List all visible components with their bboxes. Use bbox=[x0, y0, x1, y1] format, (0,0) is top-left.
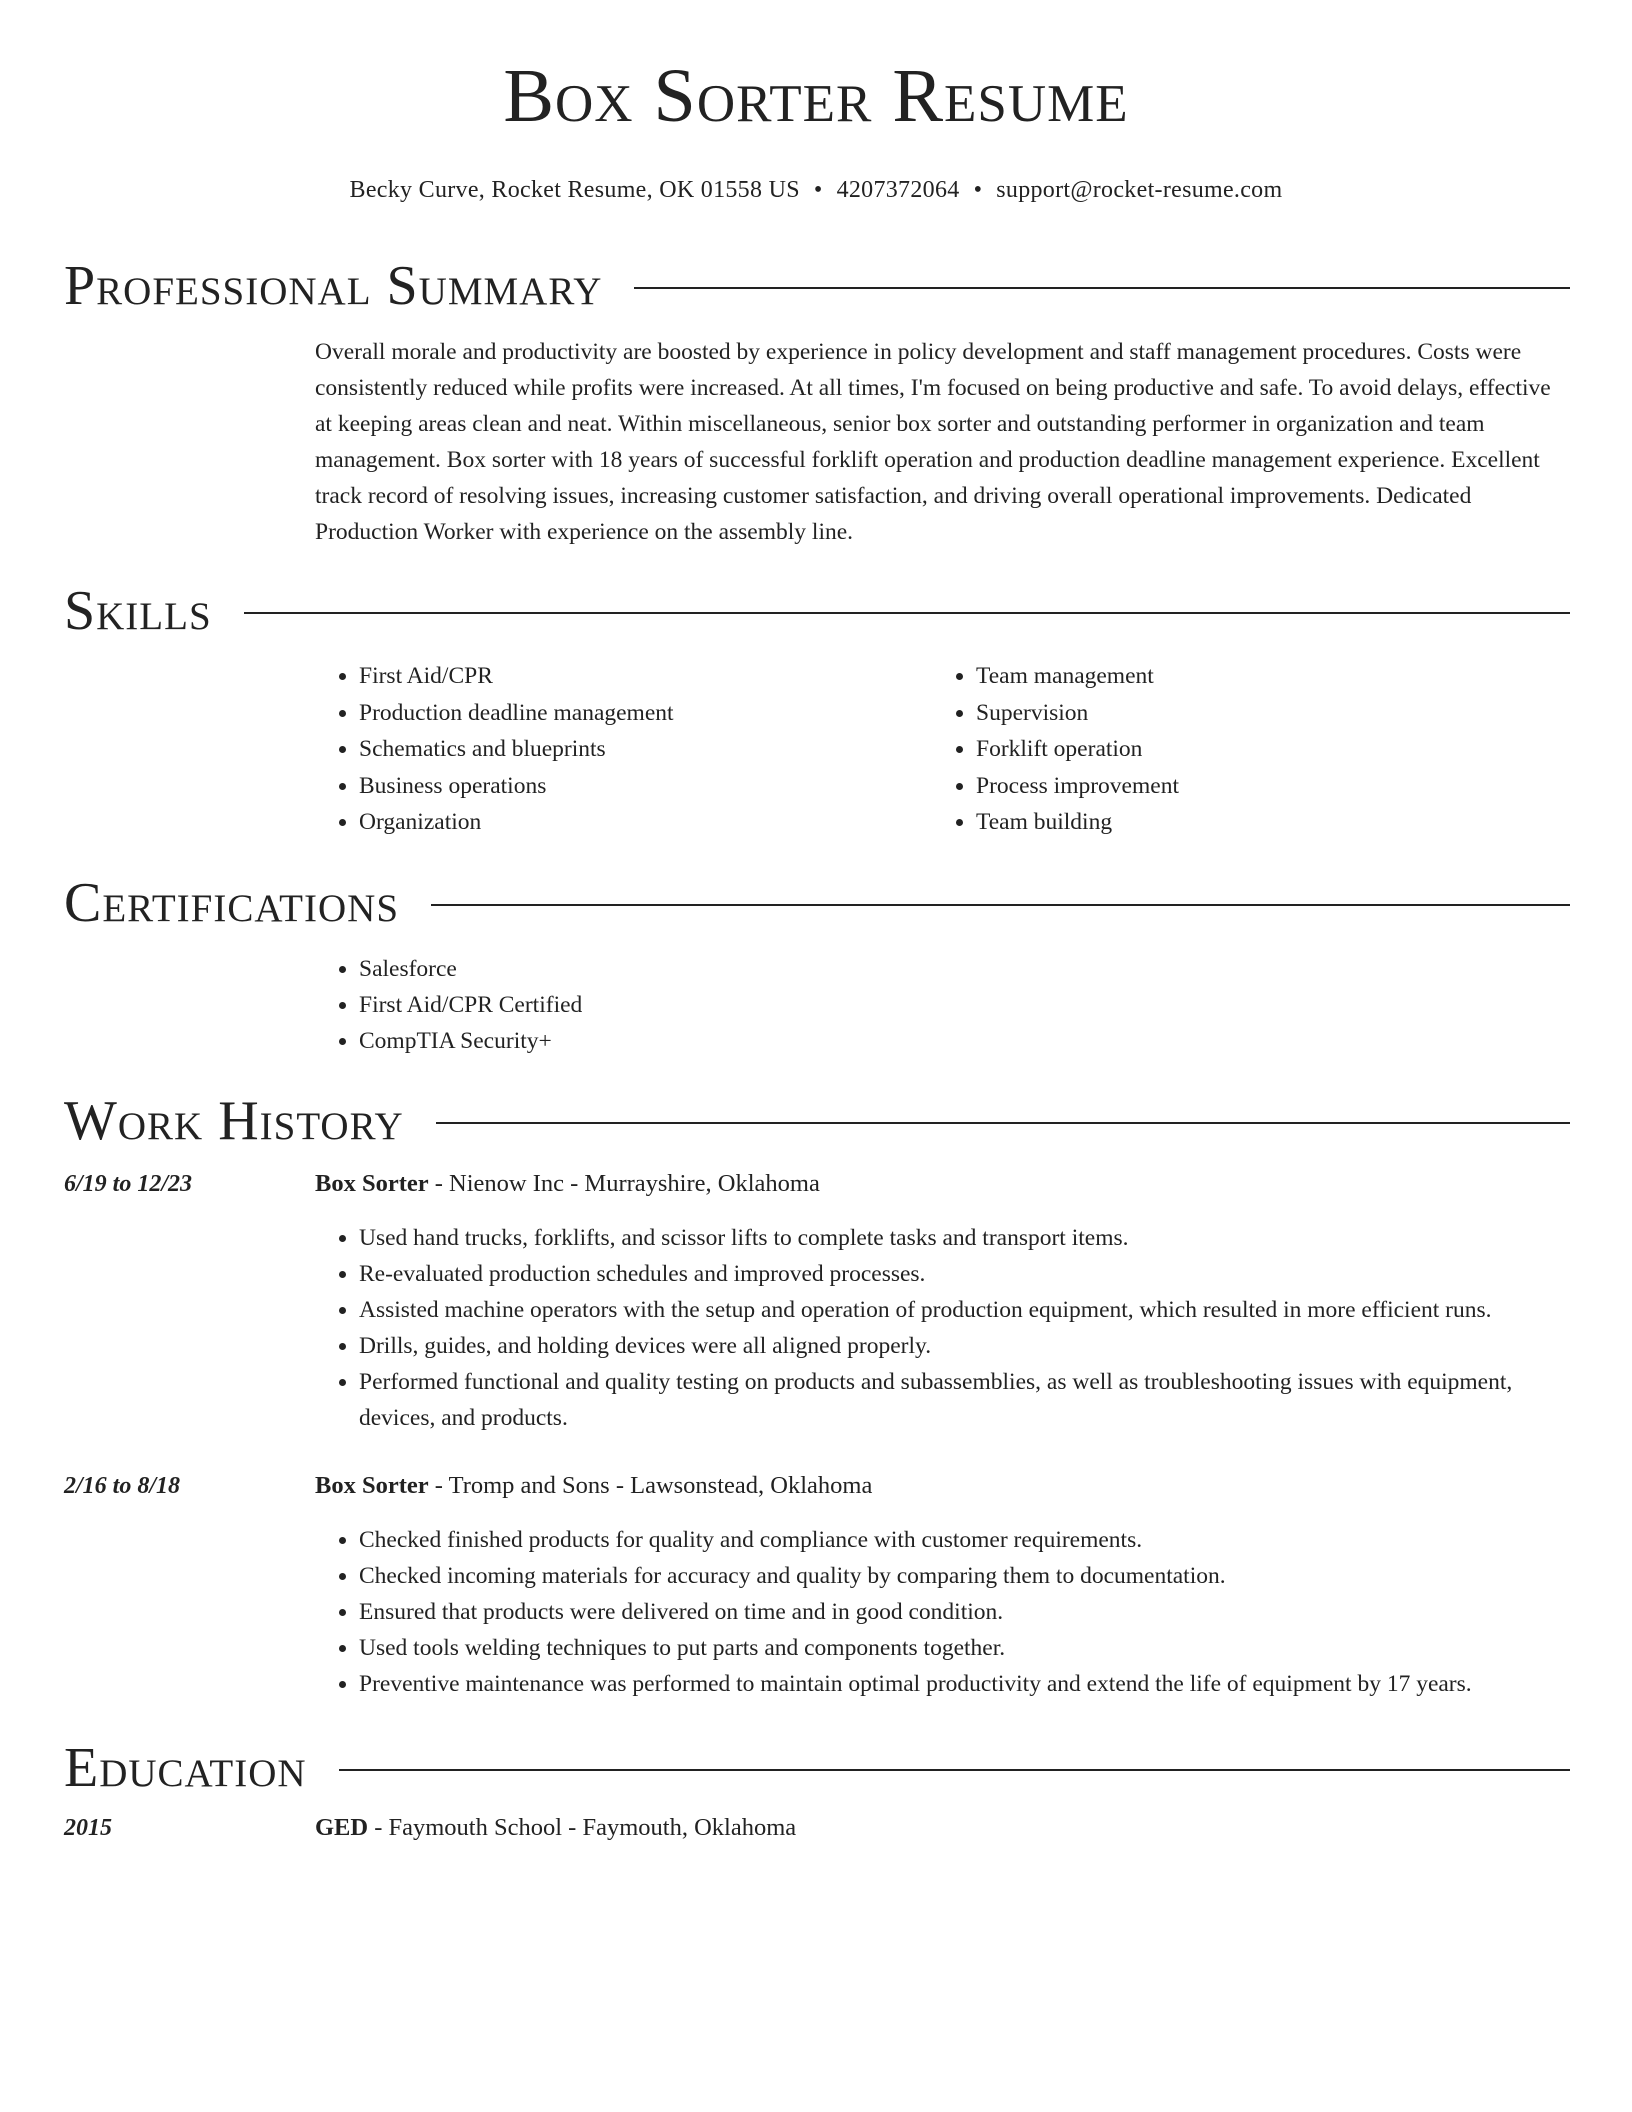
skill-item: • Supervision bbox=[976, 695, 1549, 732]
certifications-list bbox=[315, 951, 1570, 1059]
education-degree: GED bbox=[315, 1814, 369, 1841]
skill-item: • Team management bbox=[976, 658, 1549, 695]
summary-text: Overall morale and productivity are boosted by experience in policy development and staff management procedures. Costs were consistently reduced while profits were increased. At all times, I'm focused on being productive and safe. To avoid delays, effective at keeping areas clean and neat. Within miscellaneous, senior box sorter and outstanding performer in organization and team management. Box sorter with 18 years of successful forklift operation and production deadline management experience. Excellent track record of resolving issues, increasing customer satisfaction, and driving overall operational improvements. Dedicated Production Worker with experience on the assembly line. bbox=[315, 339, 1551, 545]
certifications-heading: Certifications bbox=[64, 872, 400, 934]
job-bullets bbox=[315, 1220, 1570, 1436]
education-title bbox=[315, 1810, 796, 1846]
job-role: Box Sorter bbox=[315, 1170, 429, 1197]
skill-item: • Team building bbox=[976, 804, 1549, 841]
job-bullet: • Used hand trucks, forklifts, and scissor lifts to complete tasks and transport items. bbox=[359, 1220, 1570, 1256]
skills-list bbox=[315, 658, 1570, 841]
job-bullet: • Checked incoming materials for accuracy and quality by comparing them to documentation. bbox=[359, 1558, 1570, 1594]
certification-item: • First Aid/CPR Certified bbox=[359, 987, 1570, 1023]
skill-item: • First Aid/CPR bbox=[359, 658, 932, 695]
job-bullet: • Performed functional and quality testing on products and subassemblies, as well as troubleshooting issues with equipment, devices, and products. bbox=[359, 1364, 1570, 1436]
job-bullet: • Re-evaluated production schedules and improved processes. bbox=[359, 1256, 1570, 1292]
skills-heading: Skills bbox=[64, 580, 212, 642]
job-bullet: • Assisted machine operators with the setup and operation of production equipment, which resulted in more efficient runs. bbox=[359, 1292, 1570, 1328]
job-role: Box Sorter bbox=[315, 1472, 429, 1499]
skills-section-header bbox=[64, 580, 1570, 642]
education-heading: Education bbox=[64, 1737, 307, 1799]
job-bullet: • Drills, guides, and holding devices were all aligned properly. bbox=[359, 1328, 1570, 1364]
job-bullet: • Ensured that products were delivered on time and in good condition. bbox=[359, 1594, 1570, 1630]
job-employer: - Tromp and Sons - Lawsonstead, Oklahoma bbox=[428, 1472, 873, 1499]
job-employer: - Nienow Inc - Murrayshire, Oklahoma bbox=[428, 1170, 820, 1197]
skill-item: • Business operations bbox=[359, 768, 932, 805]
skill-item: • Production deadline management bbox=[359, 695, 932, 732]
section-divider bbox=[634, 287, 1570, 289]
section-divider bbox=[436, 1122, 1570, 1124]
skills-column-right bbox=[932, 658, 1549, 841]
skill-item: • Schematics and blueprints bbox=[359, 731, 932, 768]
skill-item: • Organization bbox=[359, 804, 932, 841]
contact-separator: • bbox=[813, 177, 823, 203]
work-history-heading: Work History bbox=[64, 1090, 404, 1152]
job-dates: 2/16 to 8/18 bbox=[64, 1473, 181, 1499]
job-bullet: • Preventive maintenance was performed to maintain optimal productivity and extend the life of equipment by 17 years. bbox=[359, 1666, 1570, 1702]
summary-heading: Professional Summary bbox=[64, 255, 603, 317]
summary-section-header bbox=[64, 255, 1570, 317]
section-divider bbox=[339, 1769, 1570, 1771]
job-title bbox=[315, 1468, 872, 1504]
job-title bbox=[315, 1166, 820, 1202]
skill-item: • Forklift operation bbox=[976, 731, 1549, 768]
education-year: 2015 bbox=[64, 1815, 112, 1841]
resume-title: Box Sorter Resume bbox=[503, 54, 1129, 138]
education-school: - Faymouth School - Faymouth, Oklahoma bbox=[368, 1814, 797, 1841]
contact-email: support@rocket-resume.com bbox=[996, 177, 1283, 203]
section-divider bbox=[244, 612, 1570, 614]
job-bullets bbox=[315, 1522, 1570, 1702]
skill-item: • Process improvement bbox=[976, 768, 1549, 805]
job-bullet: • Used tools welding techniques to put parts and components together. bbox=[359, 1630, 1570, 1666]
skills-column-left bbox=[315, 658, 932, 841]
education-section-header bbox=[64, 1737, 1570, 1799]
contact-address: Becky Curve, Rocket Resume, OK 01558 US bbox=[349, 177, 800, 203]
certification-item: • CompTIA Security+ bbox=[359, 1023, 1570, 1059]
job-dates: 6/19 to 12/23 bbox=[64, 1171, 193, 1197]
contact-phone: 4207372064 bbox=[836, 177, 960, 203]
contact-line bbox=[0, 174, 1632, 206]
certifications-section-header bbox=[64, 872, 1570, 934]
work-history-section-header bbox=[64, 1090, 1570, 1152]
section-divider bbox=[431, 904, 1570, 906]
contact-separator: • bbox=[973, 177, 983, 203]
certification-item: • Salesforce bbox=[359, 951, 1570, 987]
job-bullet: • Checked finished products for quality and compliance with customer requirements. bbox=[359, 1522, 1570, 1558]
